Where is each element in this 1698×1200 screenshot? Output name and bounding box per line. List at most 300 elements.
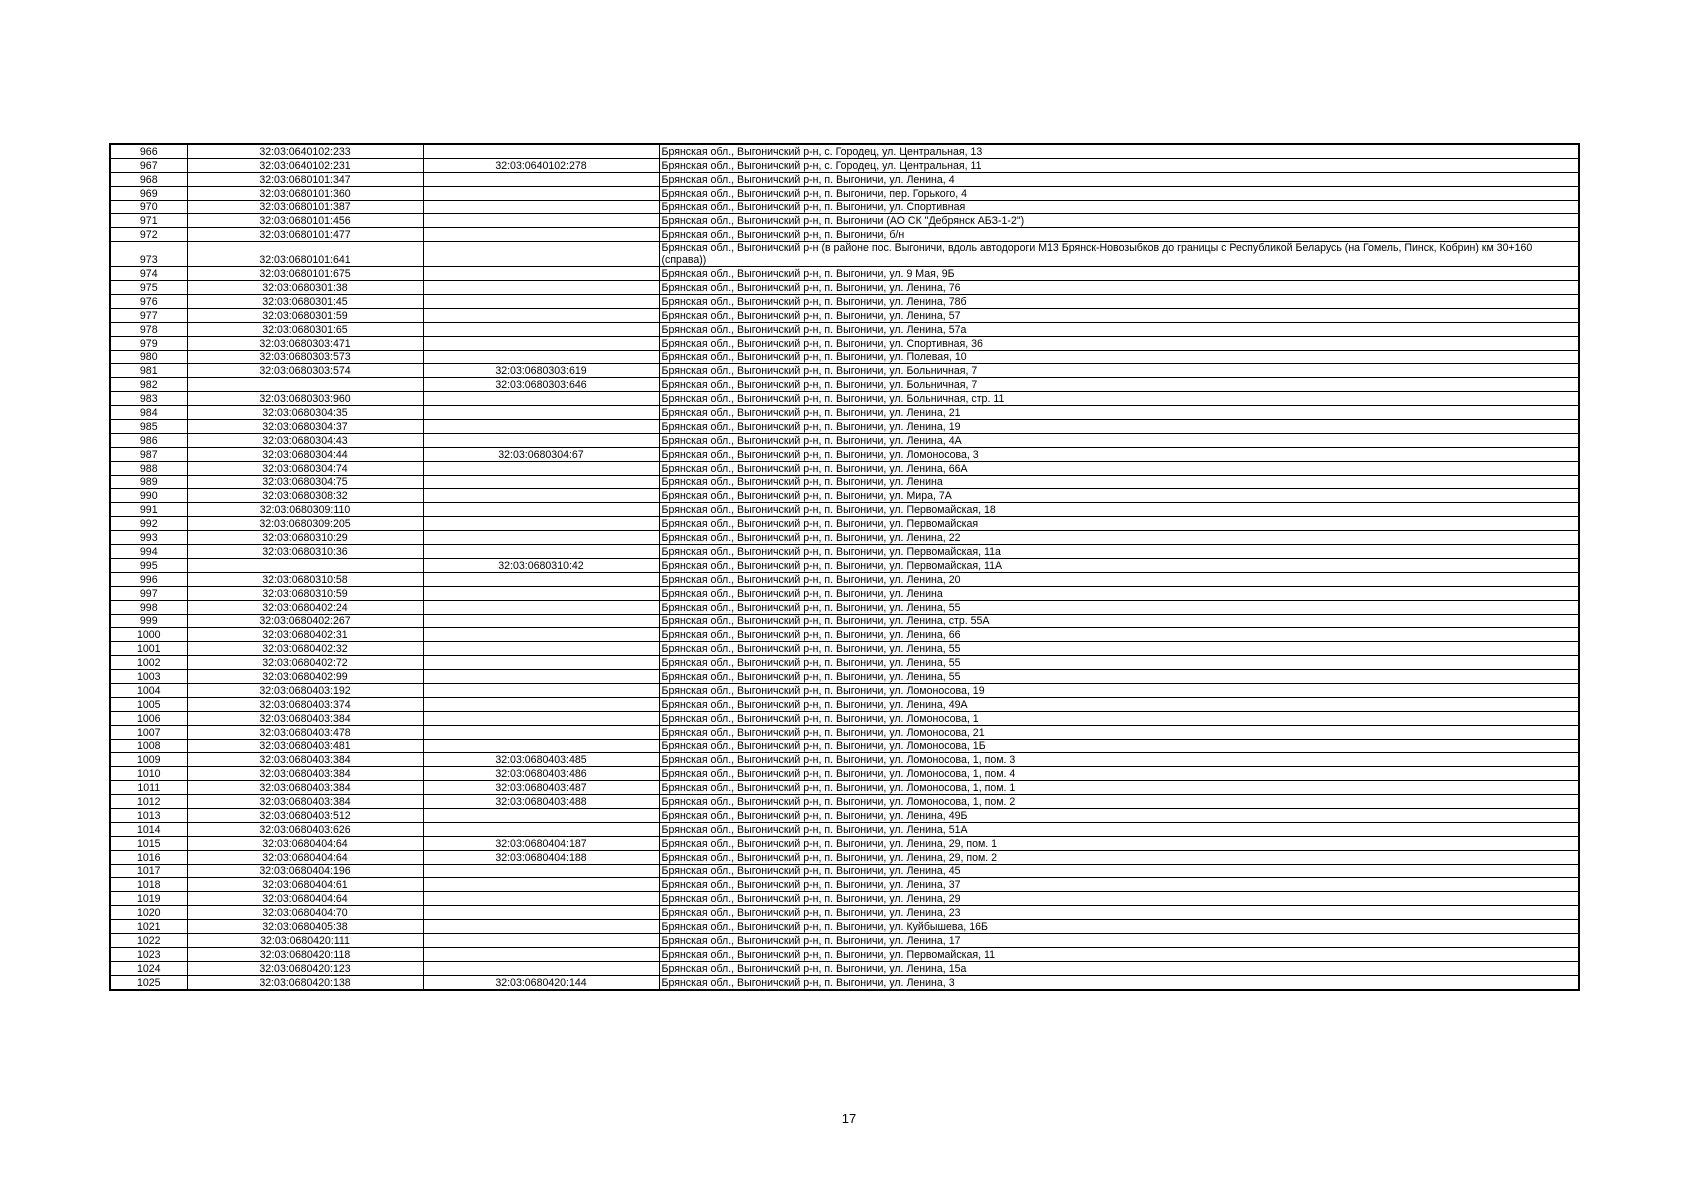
cadastral-number-cell: 32:03:0680309:110 bbox=[187, 503, 423, 517]
address-cell: Брянская обл., Выгоничский р-н, п. Выгоничи, ул. Больничная, 7 bbox=[659, 364, 1579, 378]
cadastral-number-cell: 32:03:0680303:960 bbox=[187, 392, 423, 406]
table-row bbox=[110, 836, 1579, 850]
cadastral-number-cell: 32:03:0680303:574 bbox=[187, 364, 423, 378]
row-number-cell: 1004 bbox=[110, 683, 187, 697]
cadastral-number-cell: 32:03:0680403:481 bbox=[187, 739, 423, 753]
row-number-cell: 981 bbox=[110, 364, 187, 378]
related-cadastral-number-cell bbox=[423, 739, 659, 753]
related-cadastral-number-cell bbox=[423, 947, 659, 961]
cadastral-number-cell: 32:03:0680304:43 bbox=[187, 433, 423, 447]
cadastral-number-cell: 32:03:0680403:384 bbox=[187, 795, 423, 809]
row-number-cell: 1014 bbox=[110, 822, 187, 836]
address-cell: Брянская обл., Выгоничский р-н, п. Выгоничи, ул. Ленина, 55 bbox=[659, 656, 1579, 670]
table-row bbox=[110, 628, 1579, 642]
address-cell: Брянская обл., Выгоничский р-н, п. Выгоничи, ул. Ленина, 66 bbox=[659, 628, 1579, 642]
table-row bbox=[110, 933, 1579, 947]
table-row bbox=[110, 242, 1579, 267]
row-number-cell: 1019 bbox=[110, 892, 187, 906]
table-row bbox=[110, 350, 1579, 364]
cadastral-number-cell: 32:03:0680404:61 bbox=[187, 878, 423, 892]
row-number-cell: 991 bbox=[110, 503, 187, 517]
cadastral-table bbox=[109, 143, 1580, 991]
table-row bbox=[110, 200, 1579, 214]
related-cadastral-number-cell bbox=[423, 281, 659, 295]
address-cell: Брянская обл., Выгоничский р-н, п. Выгоничи, ул. Ломоносова, 1, пом. 2 bbox=[659, 795, 1579, 809]
table-row bbox=[110, 781, 1579, 795]
related-cadastral-number-cell bbox=[423, 892, 659, 906]
row-number-cell: 986 bbox=[110, 433, 187, 447]
address-cell: Брянская обл., Выгоничский р-н, п. Выгоничи, ул. Ленина, 17 bbox=[659, 933, 1579, 947]
table-row bbox=[110, 214, 1579, 228]
row-number-cell: 988 bbox=[110, 461, 187, 475]
address-cell: Брянская обл., Выгоничский р-н, п. Выгоничи, ул. Первомайская, 11 bbox=[659, 947, 1579, 961]
address-cell: Брянская обл., Выгоничский р-н, п. Выгоничи, ул. Ленина, 57а bbox=[659, 322, 1579, 336]
address-cell: Брянская обл., Выгоничский р-н, п. Выгоничи, ул. Ленина, 29, пом. 2 bbox=[659, 850, 1579, 864]
cadastral-number-cell: 32:03:0680404:64 bbox=[187, 850, 423, 864]
row-number-cell: 985 bbox=[110, 420, 187, 434]
table-row bbox=[110, 586, 1579, 600]
cadastral-number-cell: 32:03:0680101:360 bbox=[187, 186, 423, 200]
table-row bbox=[110, 947, 1579, 961]
table-row bbox=[110, 267, 1579, 281]
table-row bbox=[110, 158, 1579, 172]
row-number-cell: 987 bbox=[110, 447, 187, 461]
related-cadastral-number-cell: 32:03:0680403:486 bbox=[423, 767, 659, 781]
address-cell: Брянская обл., Выгоничский р-н, п. Выгоничи, ул. Больничная, 7 bbox=[659, 378, 1579, 392]
related-cadastral-number-cell bbox=[423, 420, 659, 434]
related-cadastral-number-cell: 32:03:0680404:187 bbox=[423, 836, 659, 850]
address-cell: Брянская обл., Выгоничский р-н, п. Выгоничи (АО СК "Дебрянск АБЗ-1-2") bbox=[659, 214, 1579, 228]
cadastral-number-cell: 32:03:0680303:573 bbox=[187, 350, 423, 364]
row-number-cell: 997 bbox=[110, 586, 187, 600]
table-row bbox=[110, 961, 1579, 975]
cadastral-number-cell: 32:03:0680101:347 bbox=[187, 172, 423, 186]
related-cadastral-number-cell bbox=[423, 933, 659, 947]
cadastral-number-cell: 32:03:0680403:374 bbox=[187, 697, 423, 711]
row-number-cell: 967 bbox=[110, 158, 187, 172]
table-row bbox=[110, 433, 1579, 447]
cadastral-number-cell: 32:03:0680101:641 bbox=[187, 242, 423, 267]
table-row bbox=[110, 545, 1579, 559]
table-row bbox=[110, 697, 1579, 711]
cadastral-number-cell: 32:03:0680304:44 bbox=[187, 447, 423, 461]
related-cadastral-number-cell bbox=[423, 172, 659, 186]
address-cell: Брянская обл., Выгоничский р-н, п. Выгоничи, ул. Ленина, 21 bbox=[659, 406, 1579, 420]
row-number-cell: 990 bbox=[110, 489, 187, 503]
related-cadastral-number-cell bbox=[423, 392, 659, 406]
row-number-cell: 978 bbox=[110, 322, 187, 336]
table-row bbox=[110, 906, 1579, 920]
related-cadastral-number-cell: 32:03:0680420:144 bbox=[423, 975, 659, 989]
table-row bbox=[110, 281, 1579, 295]
table-row bbox=[110, 392, 1579, 406]
row-number-cell: 975 bbox=[110, 281, 187, 295]
table-row bbox=[110, 447, 1579, 461]
address-cell: Брянская обл., Выгоничский р-н, п. Выгоничи, ул. Ленина, 23 bbox=[659, 906, 1579, 920]
related-cadastral-number-cell bbox=[423, 642, 659, 656]
cadastral-number-cell: 32:03:0640102:231 bbox=[187, 158, 423, 172]
related-cadastral-number-cell bbox=[423, 822, 659, 836]
cadastral-number-cell: 32:03:0680403:384 bbox=[187, 767, 423, 781]
table-row bbox=[110, 795, 1579, 809]
cadastral-number-cell: 32:03:0680304:74 bbox=[187, 461, 423, 475]
address-cell: Брянская обл., Выгоничский р-н, п. Выгоничи, ул. Ломоносова, 1, пом. 4 bbox=[659, 767, 1579, 781]
address-cell: Брянская обл., Выгоничский р-н, п. Выгоничи, ул. Первомайская bbox=[659, 517, 1579, 531]
cadastral-number-cell: 32:03:0680404:70 bbox=[187, 906, 423, 920]
related-cadastral-number-cell bbox=[423, 503, 659, 517]
cadastral-number-cell: 32:03:0680101:456 bbox=[187, 214, 423, 228]
address-cell: Брянская обл., Выгоничский р-н (в районе пос. Выгоничи, вдоль автодороги М13 Брянск-Новозыбков до границы с Республикой Беларусь (на Гомель, Пинск, Кобрин) км 30+160 (справа)) bbox=[659, 242, 1579, 267]
table-row bbox=[110, 767, 1579, 781]
page-number: 17 bbox=[841, 1111, 857, 1126]
row-number-cell: 971 bbox=[110, 214, 187, 228]
row-number-cell: 968 bbox=[110, 172, 187, 186]
row-number-cell: 1012 bbox=[110, 795, 187, 809]
address-cell: Брянская обл., Выгоничский р-н, п. Выгоничи, б/н bbox=[659, 228, 1579, 242]
row-number-cell: 1011 bbox=[110, 781, 187, 795]
cadastral-number-cell: 32:03:0680301:59 bbox=[187, 308, 423, 322]
address-cell: Брянская обл., Выгоничский р-н, п. Выгоничи, ул. Ленина, 20 bbox=[659, 572, 1579, 586]
cadastral-number-cell: 32:03:0680403:626 bbox=[187, 822, 423, 836]
cadastral-number-cell: 32:03:0680301:45 bbox=[187, 295, 423, 309]
related-cadastral-number-cell bbox=[423, 144, 659, 158]
cadastral-number-cell: 32:03:0680402:99 bbox=[187, 670, 423, 684]
related-cadastral-number-cell: 32:03:0680304:67 bbox=[423, 447, 659, 461]
table-row bbox=[110, 725, 1579, 739]
related-cadastral-number-cell bbox=[423, 670, 659, 684]
related-cadastral-number-cell: 32:03:0680310:42 bbox=[423, 558, 659, 572]
table-row bbox=[110, 600, 1579, 614]
cadastral-number-cell: 32:03:0680420:138 bbox=[187, 975, 423, 989]
table-row bbox=[110, 531, 1579, 545]
related-cadastral-number-cell: 32:03:0680303:619 bbox=[423, 364, 659, 378]
row-number-cell: 980 bbox=[110, 350, 187, 364]
related-cadastral-number-cell: 32:03:0680303:646 bbox=[423, 378, 659, 392]
related-cadastral-number-cell bbox=[423, 267, 659, 281]
address-cell: Брянская обл., Выгоничский р-н, п. Выгоничи, ул. Спортивная, 36 bbox=[659, 336, 1579, 350]
related-cadastral-number-cell: 32:03:0680404:188 bbox=[423, 850, 659, 864]
row-number-cell: 1005 bbox=[110, 697, 187, 711]
related-cadastral-number-cell bbox=[423, 586, 659, 600]
address-cell: Брянская обл., Выгоничский р-н, п. Выгоничи, ул. Больничная, стр. 11 bbox=[659, 392, 1579, 406]
related-cadastral-number-cell bbox=[423, 406, 659, 420]
related-cadastral-number-cell bbox=[423, 517, 659, 531]
row-number-cell: 1021 bbox=[110, 920, 187, 934]
row-number-cell: 982 bbox=[110, 378, 187, 392]
table-row bbox=[110, 420, 1579, 434]
related-cadastral-number-cell: 32:03:0680403:488 bbox=[423, 795, 659, 809]
address-cell: Брянская обл., Выгоничский р-н, п. Выгоничи, ул. Ленина, стр. 55А bbox=[659, 614, 1579, 628]
related-cadastral-number-cell bbox=[423, 711, 659, 725]
row-number-cell: 1017 bbox=[110, 864, 187, 878]
address-cell: Брянская обл., Выгоничский р-н, п. Выгоничи, ул. Ленина, 29, пом. 1 bbox=[659, 836, 1579, 850]
address-cell: Брянская обл., Выгоничский р-н, п. Выгоничи, ул. Первомайская, 18 bbox=[659, 503, 1579, 517]
row-number-cell: 977 bbox=[110, 308, 187, 322]
cadastral-number-cell: 32:03:0680309:205 bbox=[187, 517, 423, 531]
row-number-cell: 979 bbox=[110, 336, 187, 350]
address-cell: Брянская обл., Выгоничский р-н, п. Выгоничи, ул. Мира, 7А bbox=[659, 489, 1579, 503]
row-number-cell: 1015 bbox=[110, 836, 187, 850]
table-row bbox=[110, 295, 1579, 309]
cadastral-number-cell: 32:03:0680404:64 bbox=[187, 836, 423, 850]
address-cell: Брянская обл., Выгоничский р-н, п. Выгоничи, ул. Ломоносова, 3 bbox=[659, 447, 1579, 461]
row-number-cell: 1022 bbox=[110, 933, 187, 947]
related-cadastral-number-cell bbox=[423, 308, 659, 322]
cadastral-number-cell: 32:03:0680101:477 bbox=[187, 228, 423, 242]
related-cadastral-number-cell bbox=[423, 531, 659, 545]
address-cell: Брянская обл., Выгоничский р-н, п. Выгоничи, пер. Горького, 4 bbox=[659, 186, 1579, 200]
address-cell: Брянская обл., Выгоничский р-н, п. Выгоничи, ул. Куйбышева, 16Б bbox=[659, 920, 1579, 934]
address-cell: Брянская обл., Выгоничский р-н, п. Выгоничи, ул. 9 Мая, 9Б bbox=[659, 267, 1579, 281]
related-cadastral-number-cell bbox=[423, 228, 659, 242]
related-cadastral-number-cell bbox=[423, 878, 659, 892]
cadastral-number-cell bbox=[187, 558, 423, 572]
table-row bbox=[110, 670, 1579, 684]
cadastral-number-cell: 32:03:0680403:384 bbox=[187, 781, 423, 795]
related-cadastral-number-cell bbox=[423, 242, 659, 267]
row-number-cell: 974 bbox=[110, 267, 187, 281]
cadastral-number-cell bbox=[187, 378, 423, 392]
table-row bbox=[110, 406, 1579, 420]
table-row bbox=[110, 336, 1579, 350]
table-row bbox=[110, 378, 1579, 392]
related-cadastral-number-cell bbox=[423, 906, 659, 920]
address-cell: Брянская обл., Выгоничский р-н, п. Выгоничи, ул. Ленина, 45 bbox=[659, 864, 1579, 878]
related-cadastral-number-cell bbox=[423, 461, 659, 475]
table-row bbox=[110, 642, 1579, 656]
cadastral-number-cell: 32:03:0680404:196 bbox=[187, 864, 423, 878]
table-row bbox=[110, 656, 1579, 670]
table-row bbox=[110, 822, 1579, 836]
address-cell: Брянская обл., Выгоничский р-н, п. Выгоничи, ул. Ленина, 51А bbox=[659, 822, 1579, 836]
address-cell: Брянская обл., Выгоничский р-н, п. Выгоничи, ул. Ломоносова, 1Б bbox=[659, 739, 1579, 753]
cadastral-number-cell: 32:03:0680420:123 bbox=[187, 961, 423, 975]
related-cadastral-number-cell bbox=[423, 336, 659, 350]
cadastral-number-cell: 32:03:0680310:59 bbox=[187, 586, 423, 600]
row-number-cell: 1016 bbox=[110, 850, 187, 864]
cadastral-number-cell: 32:03:0680403:384 bbox=[187, 753, 423, 767]
address-cell: Брянская обл., Выгоничский р-н, п. Выгоничи, ул. Ломоносова, 1 bbox=[659, 711, 1579, 725]
address-cell: Брянская обл., Выгоничский р-н, п. Выгоничи, ул. Ленина, 57 bbox=[659, 308, 1579, 322]
address-cell: Брянская обл., Выгоничский р-н, п. Выгоничи, ул. Ленина, 55 bbox=[659, 642, 1579, 656]
related-cadastral-number-cell bbox=[423, 545, 659, 559]
cadastral-number-cell: 32:03:0680304:35 bbox=[187, 406, 423, 420]
address-cell: Брянская обл., Выгоничский р-н, с. Городец, ул. Центральная, 11 bbox=[659, 158, 1579, 172]
address-cell: Брянская обл., Выгоничский р-н, п. Выгоничи, ул. Ленина, 78б bbox=[659, 295, 1579, 309]
cadastral-number-cell: 32:03:0680402:267 bbox=[187, 614, 423, 628]
table-row bbox=[110, 878, 1579, 892]
cadastral-number-cell: 32:03:0680303:471 bbox=[187, 336, 423, 350]
related-cadastral-number-cell bbox=[423, 920, 659, 934]
table-row bbox=[110, 711, 1579, 725]
table-row bbox=[110, 739, 1579, 753]
address-cell: Брянская обл., Выгоничский р-н, п. Выгоничи, ул. Ленина bbox=[659, 475, 1579, 489]
address-cell: Брянская обл., Выгоничский р-н, п. Выгоничи, ул. Спортивная bbox=[659, 200, 1579, 214]
row-number-cell: 992 bbox=[110, 517, 187, 531]
address-cell: Брянская обл., Выгоничский р-н, п. Выгоничи, ул. Ломоносова, 1, пом. 1 bbox=[659, 781, 1579, 795]
cadastral-number-cell: 32:03:0680403:478 bbox=[187, 725, 423, 739]
cadastral-number-cell: 32:03:0680308:32 bbox=[187, 489, 423, 503]
related-cadastral-number-cell bbox=[423, 295, 659, 309]
row-number-cell: 998 bbox=[110, 600, 187, 614]
cadastral-number-cell: 32:03:0680310:36 bbox=[187, 545, 423, 559]
address-cell: Брянская обл., Выгоничский р-н, п. Выгоничи, ул. Полевая, 10 bbox=[659, 350, 1579, 364]
table-row bbox=[110, 144, 1579, 158]
row-number-cell: 966 bbox=[110, 144, 187, 158]
table-row bbox=[110, 517, 1579, 531]
cadastral-number-cell: 32:03:0680402:32 bbox=[187, 642, 423, 656]
address-cell: Брянская обл., Выгоничский р-н, п. Выгоничи, ул. Ленина, 22 bbox=[659, 531, 1579, 545]
address-cell: Брянская обл., Выгоничский р-н, п. Выгоничи, ул. Ленина, 66А bbox=[659, 461, 1579, 475]
address-cell: Брянская обл., Выгоничский р-н, п. Выгоничи, ул. Ломоносова, 1, пом. 3 bbox=[659, 753, 1579, 767]
related-cadastral-number-cell bbox=[423, 600, 659, 614]
related-cadastral-number-cell bbox=[423, 475, 659, 489]
related-cadastral-number-cell: 32:03:0640102:278 bbox=[423, 158, 659, 172]
address-cell: Брянская обл., Выгоничский р-н, п. Выгоничи, ул. Ленина, 37 bbox=[659, 878, 1579, 892]
cadastral-number-cell: 32:03:0680405:38 bbox=[187, 920, 423, 934]
table-row bbox=[110, 489, 1579, 503]
related-cadastral-number-cell bbox=[423, 961, 659, 975]
address-cell: Брянская обл., Выгоничский р-н, п. Выгоничи, ул. Ленина, 49А bbox=[659, 697, 1579, 711]
table-row bbox=[110, 920, 1579, 934]
cadastral-number-cell: 32:03:0640102:233 bbox=[187, 144, 423, 158]
related-cadastral-number-cell bbox=[423, 808, 659, 822]
row-number-cell: 989 bbox=[110, 475, 187, 489]
cadastral-number-cell: 32:03:0680402:31 bbox=[187, 628, 423, 642]
row-number-cell: 1013 bbox=[110, 808, 187, 822]
address-cell: Брянская обл., Выгоничский р-н, п. Выгоничи, ул. Ломоносова, 19 bbox=[659, 683, 1579, 697]
address-cell: Брянская обл., Выгоничский р-н, п. Выгоничи, ул. Первомайская, 11а bbox=[659, 545, 1579, 559]
cadastral-number-cell: 32:03:0680402:24 bbox=[187, 600, 423, 614]
address-cell: Брянская обл., Выгоничский р-н, п. Выгоничи, ул. Ленина, 4А bbox=[659, 433, 1579, 447]
row-number-cell: 1003 bbox=[110, 670, 187, 684]
address-cell: Брянская обл., Выгоничский р-н, п. Выгоничи, ул. Ленина, 4 bbox=[659, 172, 1579, 186]
row-number-cell: 1002 bbox=[110, 656, 187, 670]
related-cadastral-number-cell bbox=[423, 433, 659, 447]
table-body bbox=[110, 144, 1579, 990]
table-row bbox=[110, 572, 1579, 586]
table-row bbox=[110, 228, 1579, 242]
address-cell: Брянская обл., Выгоничский р-н, п. Выгоничи, ул. Ленина, 55 bbox=[659, 670, 1579, 684]
row-number-cell: 1007 bbox=[110, 725, 187, 739]
table-row bbox=[110, 322, 1579, 336]
address-cell: Брянская обл., Выгоничский р-н, п. Выгоничи, ул. Ленина, 19 bbox=[659, 420, 1579, 434]
table-row bbox=[110, 475, 1579, 489]
table-row bbox=[110, 808, 1579, 822]
row-number-cell: 970 bbox=[110, 200, 187, 214]
cadastral-number-cell: 32:03:0680403:192 bbox=[187, 683, 423, 697]
address-cell: Брянская обл., Выгоничский р-н, п. Выгоничи, ул. Ленина, 3 bbox=[659, 975, 1579, 989]
table-row bbox=[110, 892, 1579, 906]
row-number-cell: 973 bbox=[110, 242, 187, 267]
related-cadastral-number-cell bbox=[423, 683, 659, 697]
table-row bbox=[110, 558, 1579, 572]
row-number-cell: 995 bbox=[110, 558, 187, 572]
cadastral-number-cell: 32:03:0680101:675 bbox=[187, 267, 423, 281]
address-cell: Брянская обл., Выгоничский р-н, п. Выгоничи, ул. Ленина, 55 bbox=[659, 600, 1579, 614]
address-cell: Брянская обл., Выгоничский р-н, с. Городец, ул. Центральная, 13 bbox=[659, 144, 1579, 158]
cadastral-number-cell: 32:03:0680101:387 bbox=[187, 200, 423, 214]
table-row bbox=[110, 864, 1579, 878]
related-cadastral-number-cell bbox=[423, 697, 659, 711]
row-number-cell: 1018 bbox=[110, 878, 187, 892]
row-number-cell: 972 bbox=[110, 228, 187, 242]
address-cell: Брянская обл., Выгоничский р-н, п. Выгоничи, ул. Первомайская, 11А bbox=[659, 558, 1579, 572]
row-number-cell: 1020 bbox=[110, 906, 187, 920]
table-row bbox=[110, 683, 1579, 697]
table-row bbox=[110, 850, 1579, 864]
table-row bbox=[110, 186, 1579, 200]
related-cadastral-number-cell bbox=[423, 572, 659, 586]
cadastral-number-cell: 32:03:0680301:38 bbox=[187, 281, 423, 295]
cadastral-number-cell: 32:03:0680403:512 bbox=[187, 808, 423, 822]
row-number-cell: 976 bbox=[110, 295, 187, 309]
address-cell: Брянская обл., Выгоничский р-н, п. Выгоничи, ул. Ленина, 76 bbox=[659, 281, 1579, 295]
cadastral-number-cell: 32:03:0680420:118 bbox=[187, 947, 423, 961]
related-cadastral-number-cell bbox=[423, 628, 659, 642]
table-row bbox=[110, 503, 1579, 517]
related-cadastral-number-cell bbox=[423, 656, 659, 670]
table-row bbox=[110, 614, 1579, 628]
table-row bbox=[110, 753, 1579, 767]
row-number-cell: 996 bbox=[110, 572, 187, 586]
related-cadastral-number-cell bbox=[423, 186, 659, 200]
table-row bbox=[110, 308, 1579, 322]
address-cell: Брянская обл., Выгоничский р-н, п. Выгоничи, ул. Ленина, 49Б bbox=[659, 808, 1579, 822]
address-cell: Брянская обл., Выгоничский р-н, п. Выгоничи, ул. Ломоносова, 21 bbox=[659, 725, 1579, 739]
row-number-cell: 994 bbox=[110, 545, 187, 559]
row-number-cell: 999 bbox=[110, 614, 187, 628]
row-number-cell: 984 bbox=[110, 406, 187, 420]
row-number-cell: 969 bbox=[110, 186, 187, 200]
row-number-cell: 1010 bbox=[110, 767, 187, 781]
row-number-cell: 1024 bbox=[110, 961, 187, 975]
address-cell: Брянская обл., Выгоничский р-н, п. Выгоничи, ул. Ленина, 29 bbox=[659, 892, 1579, 906]
row-number-cell: 1009 bbox=[110, 753, 187, 767]
related-cadastral-number-cell bbox=[423, 864, 659, 878]
row-number-cell: 1023 bbox=[110, 947, 187, 961]
row-number-cell: 1025 bbox=[110, 975, 187, 989]
cadastral-number-cell: 32:03:0680310:58 bbox=[187, 572, 423, 586]
related-cadastral-number-cell: 32:03:0680403:487 bbox=[423, 781, 659, 795]
row-number-cell: 1001 bbox=[110, 642, 187, 656]
related-cadastral-number-cell bbox=[423, 725, 659, 739]
row-number-cell: 1006 bbox=[110, 711, 187, 725]
cadastral-number-cell: 32:03:0680404:64 bbox=[187, 892, 423, 906]
cadastral-number-cell: 32:03:0680403:384 bbox=[187, 711, 423, 725]
cadastral-number-cell: 32:03:0680304:75 bbox=[187, 475, 423, 489]
related-cadastral-number-cell bbox=[423, 614, 659, 628]
row-number-cell: 983 bbox=[110, 392, 187, 406]
cadastral-number-cell: 32:03:0680304:37 bbox=[187, 420, 423, 434]
row-number-cell: 993 bbox=[110, 531, 187, 545]
table-row bbox=[110, 172, 1579, 186]
related-cadastral-number-cell bbox=[423, 200, 659, 214]
cadastral-number-cell: 32:03:0680402:72 bbox=[187, 656, 423, 670]
table-row bbox=[110, 975, 1579, 989]
related-cadastral-number-cell bbox=[423, 489, 659, 503]
related-cadastral-number-cell: 32:03:0680403:485 bbox=[423, 753, 659, 767]
table-row bbox=[110, 364, 1579, 378]
row-number-cell: 1000 bbox=[110, 628, 187, 642]
related-cadastral-number-cell bbox=[423, 214, 659, 228]
related-cadastral-number-cell bbox=[423, 322, 659, 336]
cadastral-number-cell: 32:03:0680420:111 bbox=[187, 933, 423, 947]
row-number-cell: 1008 bbox=[110, 739, 187, 753]
related-cadastral-number-cell bbox=[423, 350, 659, 364]
table-row bbox=[110, 461, 1579, 475]
address-cell: Брянская обл., Выгоничский р-н, п. Выгоничи, ул. Ленина bbox=[659, 586, 1579, 600]
